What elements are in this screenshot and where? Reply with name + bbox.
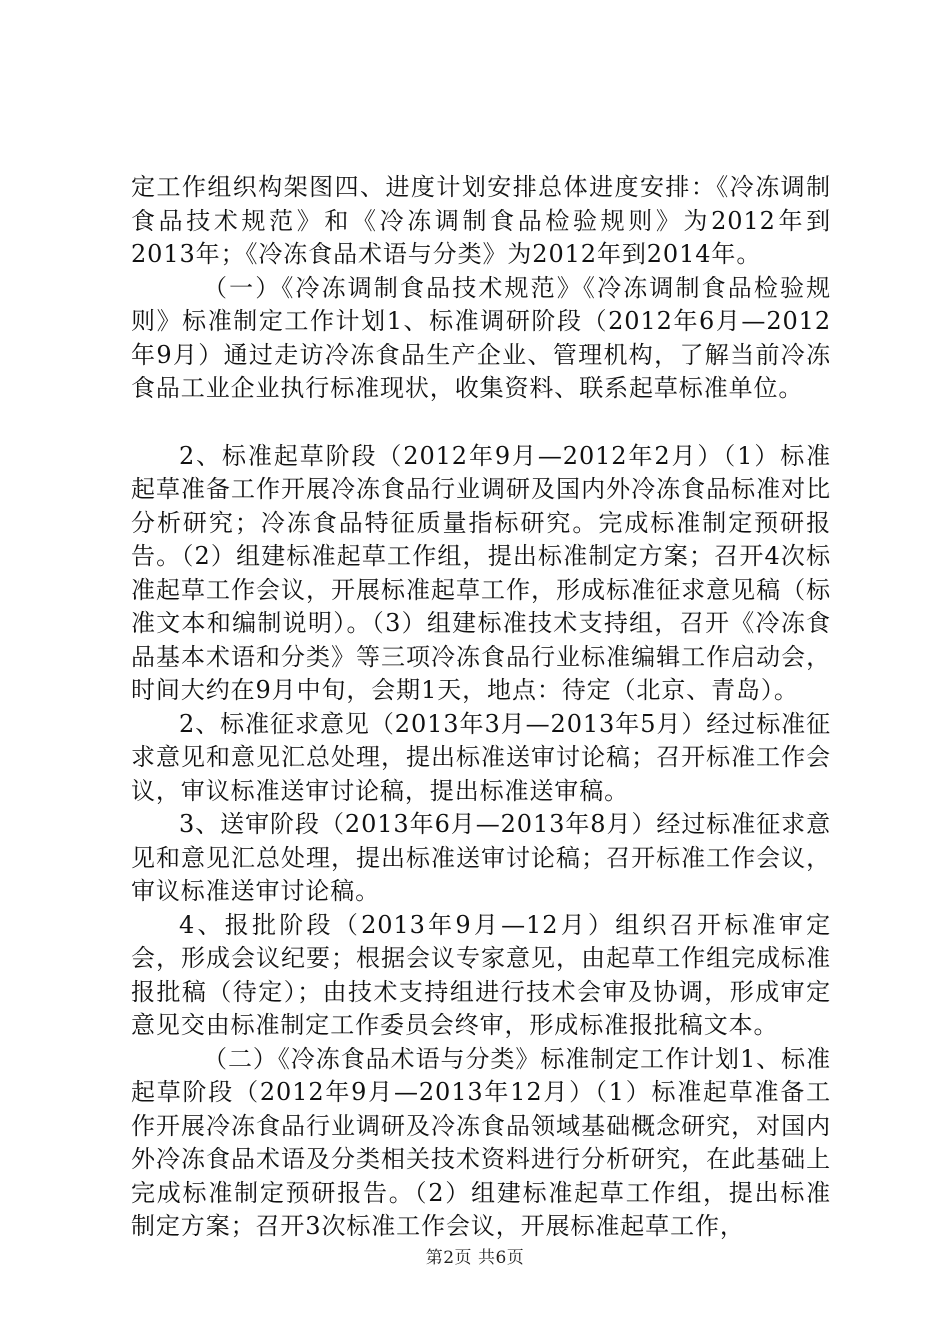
paragraph-plan-part-two: （二）《冷冻食品术语与分类》标准制定工作计划1、标准起草阶段（2012年9月—2013年12月）（1）标准起草准备工作开展冷冻食品行业调研及冷冻食品领域基础概念研究，对国内外冷冻食品术语及分类相关技术资料进行分析研究，在此基础上完成标准制定预研报告。（2）组建标准起草工作组，提出标准制定方案；召开3次标准工作会议，开展标准起草工作， [131,1044,831,1240]
paragraph-schedule-overview: 定工作组织构架图四、进度计划安排总体进度安排：《冷冻调制食品技术规范》和《冷冻调制食品检验规则》为2012年到2013年；《冷冻食品术语与分类》为2012年到2014年。 [131,173,831,268]
paragraph-review-stage: 3、送审阶段（2013年6月—2013年8月）经过标准征求意见和意见汇总处理，提出标准送审讨论稿；召开标准工作会议，审议标准送审讨论稿。 [131,810,831,905]
paragraph-plan-part-one: （一）《冷冻调制食品技术规范》《冷冻调制食品检验规则》标准制定工作计划1、标准调研阶段（2012年6月—2012年9月）通过走访冷冻食品生产企业、管理机构，了解当前冷冻食品工业企业执行标准现状，收集资料、联系起草标准单位。 [131,273,831,402]
paragraph-approval-stage: 4、报批阶段（2013年9月—12月）组织召开标准审定会，形成会议纪要；根据会议专家意见，由起草工作组完成标准报批稿（待定）；由技术支持组进行技术会审及协调，形成审定意见交由标准制定工作委员会终审，形成标准报批稿文本。 [131,910,831,1039]
paragraph-comment-stage: 2、标准征求意见（2013年3月—2013年5月）经过标准征求意见和意见汇总处理，提出标准送审讨论稿；召开标准工作会议，审议标准送审讨论稿，提出标准送审稿。 [131,709,831,805]
document-body [131,171,831,1244]
paragraph-drafting-stage: 2、标准起草阶段（2012年9月—2012年2月）（1）标准起草准备工作开展冷冻食品行业调研及国内外冷冻食品标准对比分析研究；冷冻食品特征质量指标研究。完成标准制定预研报告。（2）组建标准起草工作组，提出标准制定方案；召开4次标准起草工作会议，开展标准起草工作，形成标准征求意见稿（标准文本和编制说明）。（3）组建标准技术支持组，召开《冷冻食品基本术语和分类》等三项冷冻食品行业标准编辑工作启动会，时间大约在9月中旬，会期1天，地点：待定（北京、青岛）。 [131,441,831,704]
page-number-footer: 第2页 共6页 [425,1248,525,1268]
